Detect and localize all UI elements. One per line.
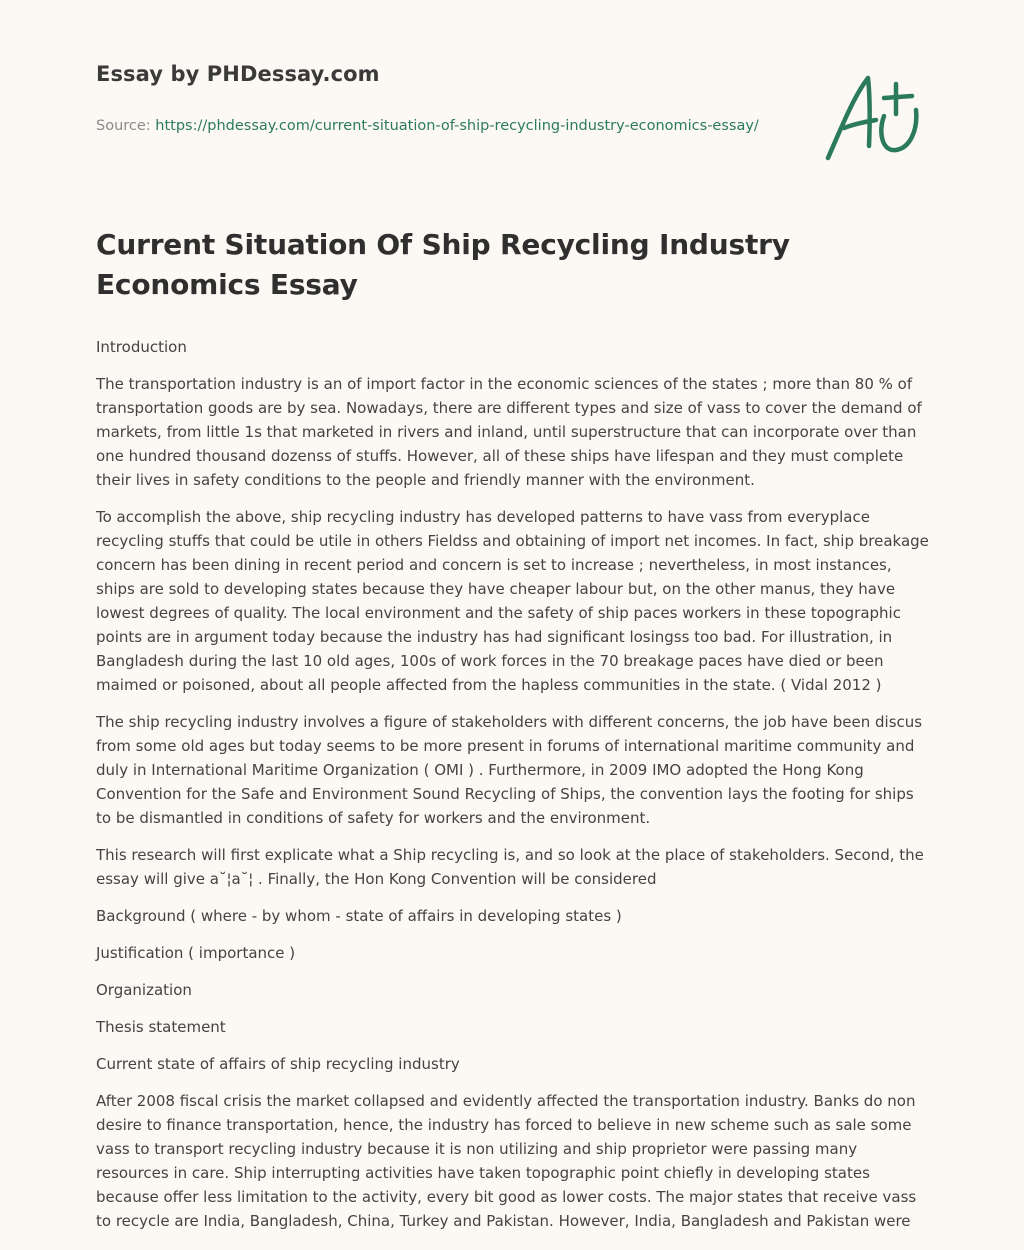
article-title: Current Situation Of Ship Recycling Industry Economics Essay [96, 228, 790, 301]
outline-item: Thesis statement [96, 1018, 226, 1036]
outline-item: Justification ( importance ) [96, 944, 296, 962]
section-heading: Current state of affairs of ship recycling industry [96, 1055, 460, 1073]
article [96, 225, 930, 1246]
paragraph: The transportation industry is an of import factor in the economic sciences of the states ; more than 80 % of transportation goods are by sea. Nowadays, there are different types and size of vass to cover the demand of markets, from little 1s that marketed in rivers and inland, until superstructure that can incorporate over than one hundred thousand dozenss of stuffs. However, all of these ships have lifespan and they must complete their lives in safety conditions to the people and friendly manner with the environment. [96, 375, 922, 489]
paragraph: After 2008 fiscal crisis the market collapsed and evidently affected the transportation industry. Banks do non desire to finance transportation, hence, the industry has forced to believe in new scheme such as sale some vass to transport recycling industry because it is non utilizing and ship proprietor were passing many resources in care. Ship interrupting activities have taken topographic point chiefly in developing states because offer less limitation to the activity, every bit good as lower costs. The major states that receive vass to recycle are India, Bangladesh, China, Turkey and Pakistan. However, India, Bangladesh and Pakistan were [96, 1092, 917, 1230]
source-line [96, 114, 796, 138]
brand-title: Essay by PHDessay.com [96, 62, 380, 86]
outline-item: Organization [96, 981, 192, 999]
source-label: Source: [96, 118, 156, 134]
paragraph-intro-heading: Introduction [96, 338, 187, 356]
paragraph: This research will first explicate what a Ship recycling is, and so look at the place of stakeholders. Second, the essay will give a˘¦a˘¦ . Finally, the Hon Kong Convention will be considered [96, 846, 924, 888]
source-link[interactable]: https://phdessay.com/current-situation-of-ship-recycling-industry-economics-essay/ [155, 118, 759, 134]
paragraph: The ship recycling industry involves a figure of stakeholders with different concerns, the job have been discus from some old ages but today seems to be more present in forums of international maritime community and duly in International Maritime Organization ( OMI ) . Furthermore, in 2009 IMO adopted the Hong Kong Convention for the Safe and Environment Sound Recycling of Ships, the convention lays the footing for ships to be dismantled in conditions of safety for workers and the environment. [96, 713, 923, 827]
a-plus-grade-logo [820, 66, 930, 166]
outline-item: Background ( where - by whom - state of affairs in developing states ) [96, 907, 622, 925]
page-header [96, 62, 796, 138]
paragraph: To accomplish the above, ship recycling industry has developed patterns to have vass from everyplace recycling stuffs that could be utile in others Fieldss and obtaining of import net incomes. In fact, ship breakage concern has been dining in recent period and concern is set to increase ; nevertheless, in most instances, ships are sold to developing states because they have cheaper labour but, on the other manus, they have lowest degrees of quality. The local environment and the safety of ship paces workers in these topographic points are in argument today because the industry has had significant losingss too bad. For illustration, in Bangladesh during the last 10 old ages, 100s of work forces in the 70 breakage paces have died or been maimed or poisoned, about all people affected from the hapless communities in the state. ( Vidal 2012 ) [96, 508, 929, 694]
